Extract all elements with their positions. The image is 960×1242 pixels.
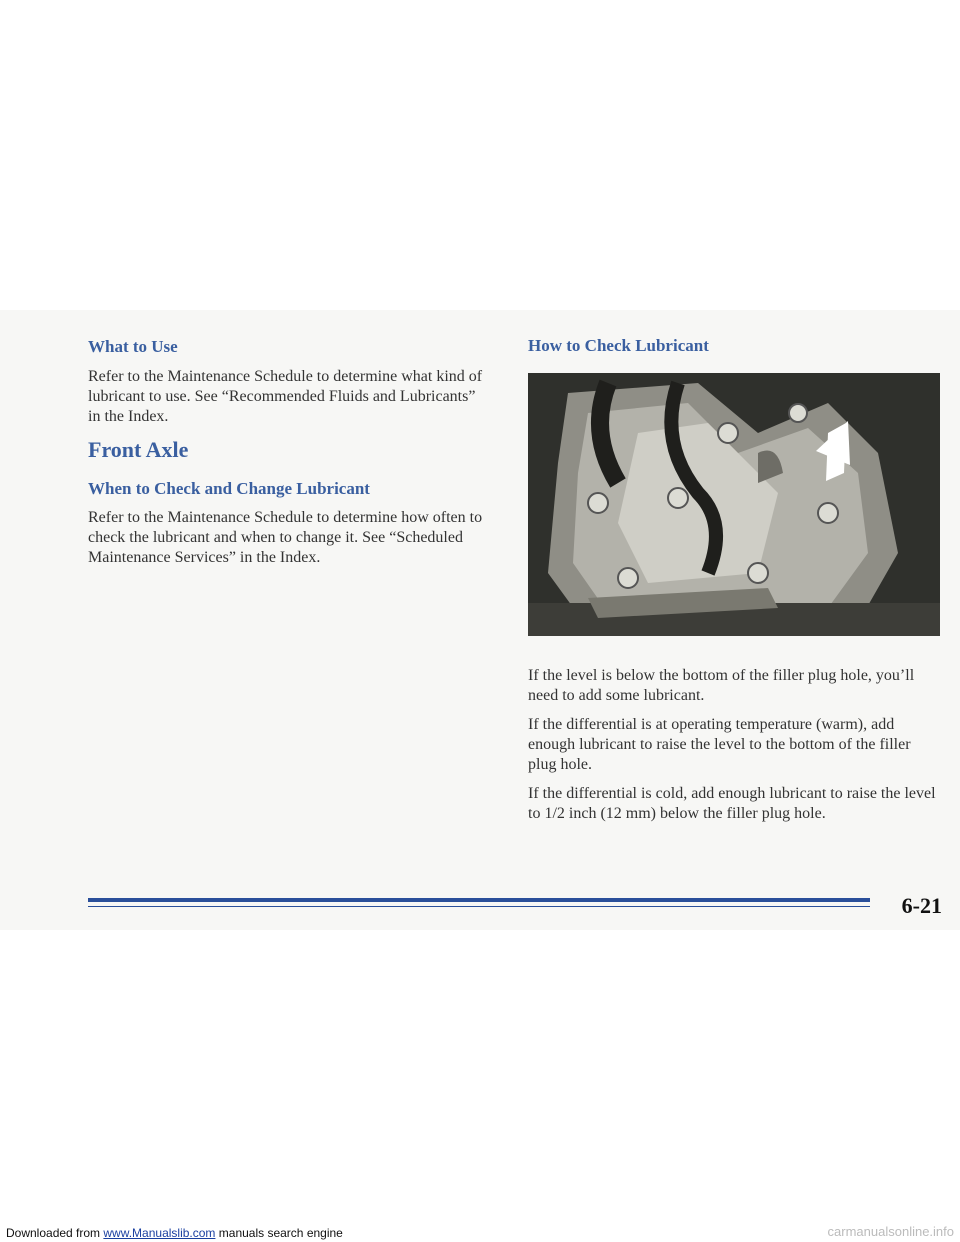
level-below-paragraph: If the level is below the bottom of the filler plug hole, you’ll need to add some lubricant. [528, 667, 915, 704]
footer-prefix: Downloaded from [6, 1226, 104, 1240]
watermark-text: carmanualsonline.info [827, 1224, 954, 1239]
cold-differential-paragraph: If the differential is cold, add enough lubricant to raise the level to 1/2 inch (12 mm) below the filler plug hole. [528, 785, 936, 822]
footer-rule-thin [88, 906, 870, 907]
when-to-check-heading: When to Check and Change Lubricant [88, 479, 370, 498]
what-to-use-text: Refer to the Maintenance Schedule to determine what kind of lubricant to use. See “Recommended Fluids and Lubricants” in the Index. [88, 368, 483, 425]
front-axle-differential-photo [528, 373, 940, 636]
download-footer [6, 1226, 343, 1240]
how-to-check-heading: How to Check Lubricant [528, 336, 709, 355]
warm-differential-paragraph: If the differential is at operating temperature (warm), add enough lubricant to raise the level to the bottom of the filler plug hole. [528, 716, 911, 773]
what-to-use-heading: What to Use [88, 337, 178, 356]
front-axle-title: Front Axle [88, 437, 189, 462]
footer-rule-thick [88, 898, 870, 902]
page-number: 6-21 [901, 893, 942, 918]
footer-suffix: manuals search engine [215, 1226, 343, 1240]
manualslib-link[interactable]: www.Manualslib.com [103, 1226, 216, 1240]
when-to-check-text: Refer to the Maintenance Schedule to determine how often to check the lubricant and when to change it. See “Scheduled Maintenance Services” in the Index. [88, 509, 483, 566]
